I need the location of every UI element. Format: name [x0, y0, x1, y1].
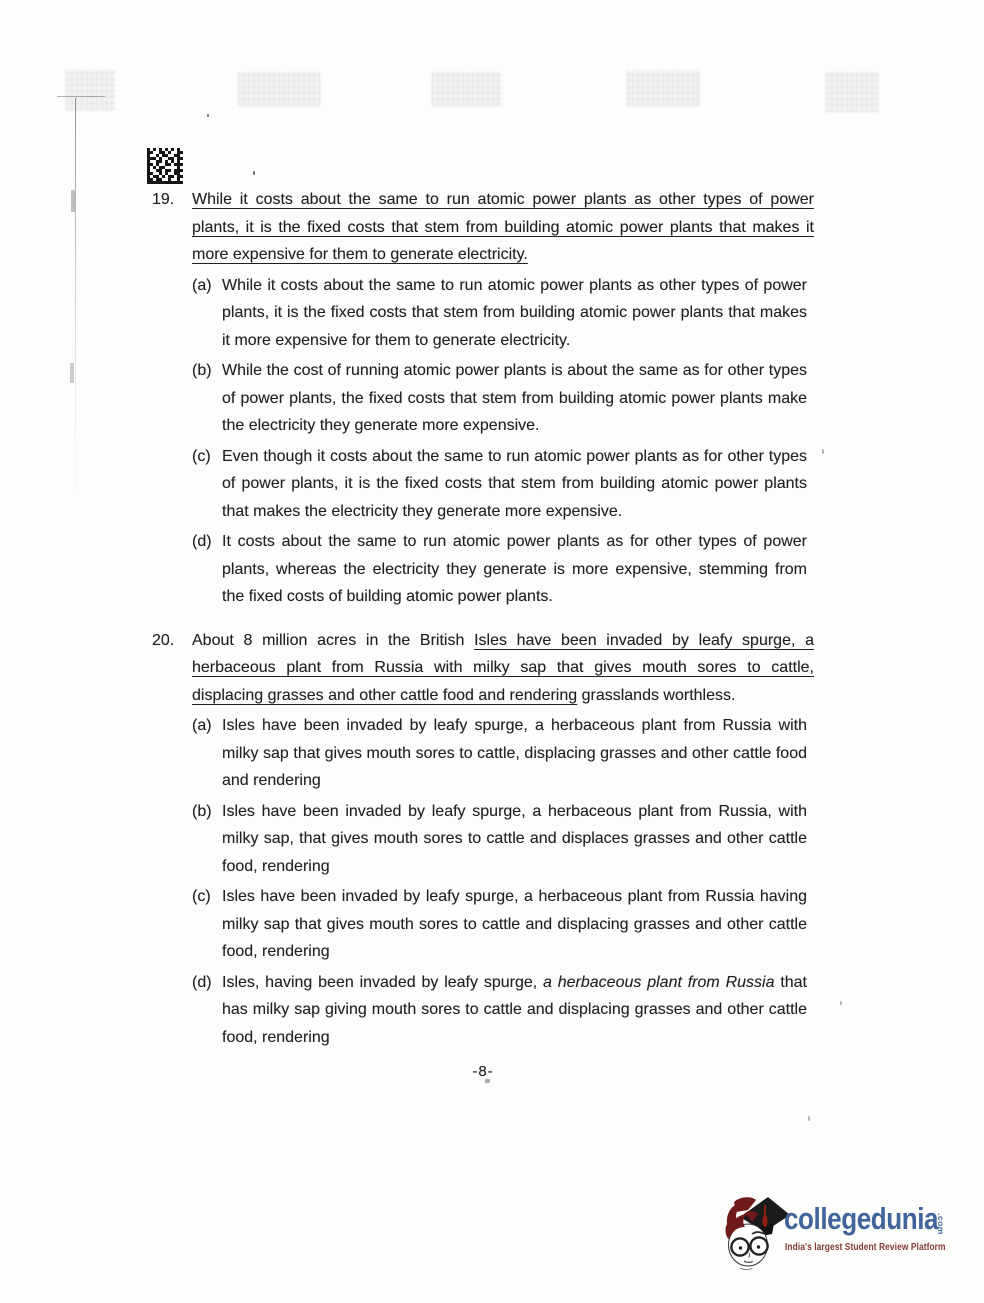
scan-artifact — [808, 1116, 810, 1121]
scan-artifact — [207, 114, 209, 117]
option-row-d — [192, 528, 814, 611]
stem-plain-suffix: grasslands worthless. — [577, 686, 736, 704]
option-row-b — [192, 357, 814, 440]
option-text-pre: It costs about the same to run atomic power plants as for other types of power plants, whereas the electricity they generate is more expensive, stemming from the fixed costs of building atomic power plants. — [222, 533, 807, 605]
option-text-pre: Isles have been invaded by leafy spurge, a herbaceous plant from Russia, with milky sap, that gives mouth sores to cattle and displaces grasses and other cattle food, rendering — [222, 802, 807, 875]
option-text — [222, 528, 807, 611]
scan-artifact — [826, 72, 878, 112]
option-text-post: that has milky sap giving mouth sores to cattle and displacing grasses and other cattle food, rendering — [222, 973, 808, 1046]
option-text-pre: Isles have been invaded by leafy spurge, a herbaceous plant from Russia having milky sap that gives mouth sores to cattle and displacing grasses and other cattle food, rendering — [222, 888, 807, 960]
scan-artifact — [66, 70, 116, 110]
option-row-a — [192, 272, 814, 355]
scan-artifact — [822, 449, 824, 454]
scan-artifact — [253, 171, 255, 175]
option-text-pre: While it costs about the same to run atomic power plants as other types of power plants, it is the fixed costs that stem from building atomic power plants that makes it more expensive for them to generate electricity. — [222, 276, 807, 349]
option-label: (a) — [192, 717, 212, 734]
option-row-a — [192, 712, 814, 795]
option-label: (a) — [192, 276, 212, 294]
option-row-d — [192, 969, 814, 1052]
option-label: (b) — [192, 362, 212, 379]
option-text-pre: Even though it costs about the same to run atomic power plants as for other types of power plants, it is the fixed costs that stem from building atomic power plants that makes the electricity they generate more expensive. — [222, 447, 807, 520]
question-20 — [152, 627, 814, 1052]
question-19 — [152, 186, 814, 611]
scan-artifact — [840, 1001, 842, 1005]
option-text — [222, 969, 807, 1052]
option-label: (c) — [192, 888, 211, 905]
question-stem — [192, 186, 814, 269]
option-text-pre: Isles, having been invaded by leafy spurge, — [222, 973, 544, 991]
option-text — [222, 443, 807, 526]
scan-artifact — [432, 72, 502, 106]
brand-tagline: India's largest Student Review Platform — [785, 1241, 946, 1253]
brand-wordmark: collegedunia — [784, 1201, 939, 1236]
option-text — [222, 798, 807, 881]
option-label: (c) — [192, 447, 211, 465]
stem-underlined-text: While it costs about the same to run atomic power plants as other types of power plants, it is the fixed costs that stem from building atomic power plants that makes it more expensive for them to generate electricity. — [192, 191, 814, 263]
option-text-pre: Isles have been invaded by leafy spurge, a herbaceous plant from Russia with milky sap that gives mouth sores to cattle, displacing grasses and other cattle food and rendering — [222, 717, 807, 789]
scan-artifact — [71, 190, 75, 212]
scan-artifact — [75, 98, 76, 518]
brand-domain-suffix: .com — [936, 1213, 946, 1235]
question-number: 19. — [152, 191, 175, 208]
option-label: (b) — [192, 802, 212, 820]
datamatrix-barcode — [147, 148, 183, 184]
option-text-italic: a herbaceous plant from Russia — [543, 973, 775, 991]
collegedunia-mascot-icon — [718, 1190, 792, 1272]
option-label: (d) — [192, 533, 212, 550]
option-label: (d) — [192, 973, 212, 991]
option-text — [222, 357, 807, 440]
stem-plain-prefix: About 8 million acres in the British — [192, 631, 475, 649]
option-text — [222, 883, 807, 966]
question-number: 20. — [152, 631, 175, 649]
scan-artifact — [70, 363, 74, 383]
stem-underlined-text: Isles have been invaded by leafy spurge, a herbaceous plant from Russia with milky sap that gives mouth sores to cattle, displacing grasses and other cattle food and rendering — [192, 631, 814, 704]
collegedunia-logo — [718, 1190, 963, 1274]
option-row-c — [192, 443, 814, 526]
scan-artifact — [627, 70, 699, 106]
page-number: -8- — [472, 1063, 494, 1080]
option-row-c — [192, 883, 814, 966]
option-row-b — [192, 798, 814, 881]
option-text — [222, 272, 807, 355]
scan-artifact — [238, 72, 320, 106]
option-text-pre: While the cost of running atomic power plants is about the same as for other types of power plants, the fixed costs that stem from building atomic power plants make the electricity they generate more expensive. — [222, 362, 807, 434]
option-text — [222, 712, 807, 795]
scan-artifact — [57, 96, 105, 97]
question-list — [152, 186, 814, 1051]
question-stem — [192, 627, 814, 710]
